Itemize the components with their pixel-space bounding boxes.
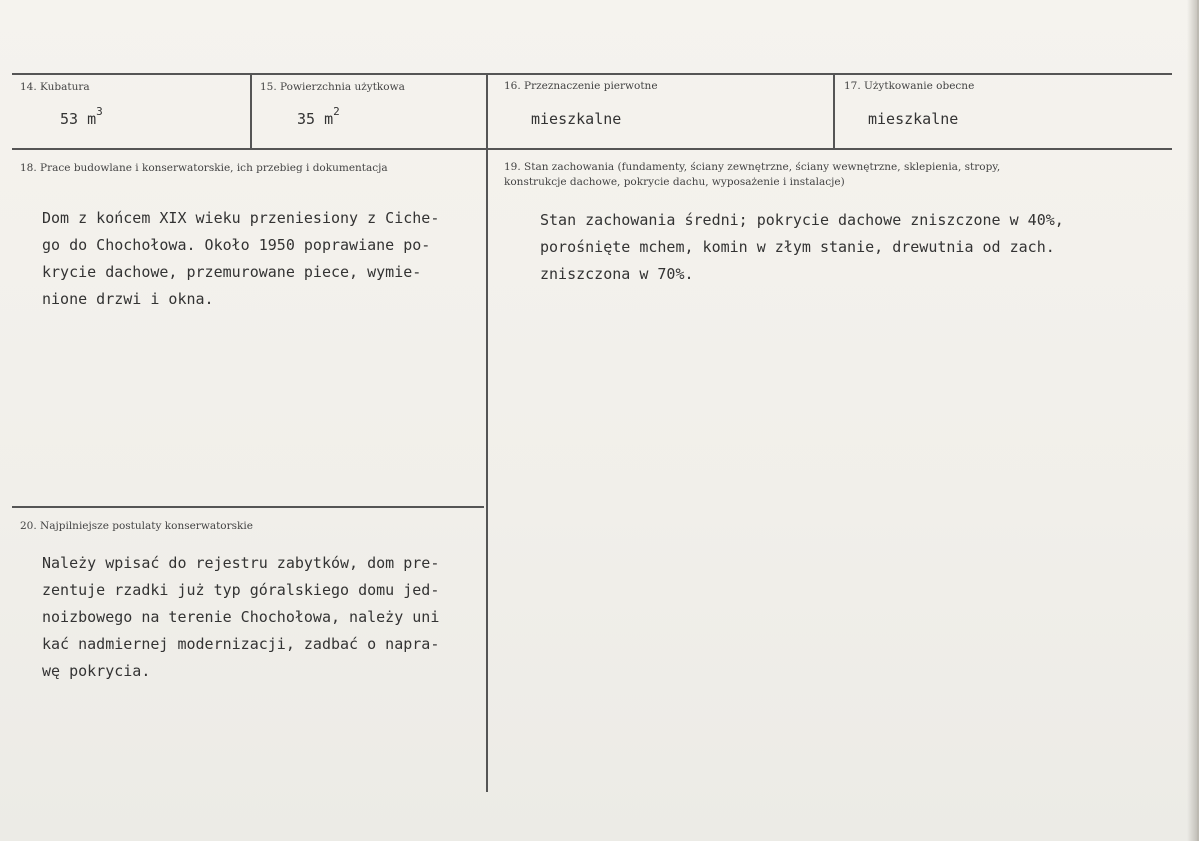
field-15-value: 35 $m^2$ (297, 105, 340, 128)
row2-bottom-rule (12, 506, 484, 508)
card-edge-shadow (1187, 0, 1197, 841)
divider-14-15 (250, 74, 252, 148)
field-19-label (504, 160, 1000, 190)
field-18-label: 18. Prace budowlane i konserwatorskie, ich przebieg i dokumentacja (20, 162, 388, 174)
divider-16-17 (833, 74, 835, 148)
field-19-text (540, 207, 1064, 288)
field-20-line: noizbowego na terenie Chochołowa, należy uni (42, 608, 440, 626)
field-14-label: 14. Kubatura (20, 81, 90, 93)
field-19-line: zniszczona w 70%. (540, 265, 694, 283)
divider-15-16 (486, 74, 488, 792)
field-19-line: Stan zachowania średni; pokrycie dachowe zniszczone w 40%, (540, 211, 1064, 229)
field-20-line: zentuje rzadki już typ góralskiego domu jed- (42, 581, 440, 599)
row1-bottom-rule (12, 148, 1172, 150)
field-20-text (42, 550, 439, 685)
field-15-label: 15. Powierzchnia użytkowa (260, 81, 405, 93)
field-14-value: 53 $m^3$ (60, 105, 103, 128)
field-16-label: 16. Przeznaczenie pierwotne (504, 80, 658, 92)
field-20-label: 20. Najpilniejsze postulaty konserwatorskie (20, 520, 253, 532)
field-19-label-line2: konstrukcje dachowe, pokrycie dachu, wyposażenie i instalacje) (504, 176, 845, 188)
top-rule (12, 73, 1172, 75)
field-18-line: Dom z końcem XIX wieku przeniesiony z Ciche- (42, 209, 440, 227)
field-16-value: mieszkalne (531, 110, 622, 128)
field-18-line: krycie dachowe, przemurowane piece, wymie- (42, 263, 422, 281)
field-19-line: porośnięte mchem, komin w złym stanie, drewutnia od zach. (540, 238, 1055, 256)
field-20-line: Należy wpisać do rejestru zabytków, dom pre- (42, 554, 440, 572)
field-19-label-line1: 19. Stan zachowania (fundamenty, ściany zewnętrzne, ściany wewnętrzne, sklepienia, stropy, (504, 161, 1001, 173)
field-20-line: wę pokrycia. (42, 662, 151, 680)
field-14-exponent: 3 (96, 105, 103, 118)
field-18-line: go do Chochołowa. Około 1950 poprawiane po- (42, 236, 431, 254)
field-17-value: mieszkalne (868, 110, 959, 128)
field-18-line: nione drzwi i okna. (42, 290, 214, 308)
field-17-label: 17. Użytkowanie obecne (844, 80, 975, 92)
field-15-exponent: 2 (333, 105, 340, 118)
field-18-text (42, 205, 439, 313)
field-20-line: kać nadmiernej modernizacji, zadbać o napra- (42, 635, 440, 653)
